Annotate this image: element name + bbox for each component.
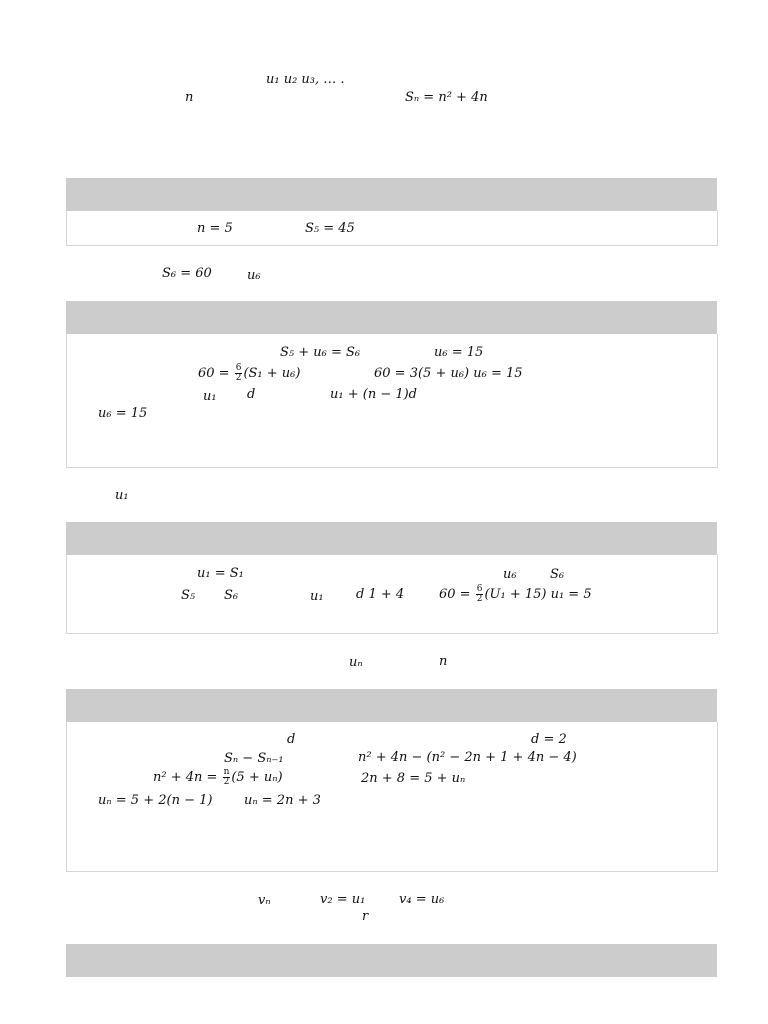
n-value: n = 5: [197, 221, 233, 236]
v4-equation: v₄ = u₆: [399, 892, 445, 907]
c-line2-equation: 60 = $\frac{6}{2}$ (U₁ + 15) u₁ = 5: [439, 584, 592, 604]
un-variable: uₙ: [349, 655, 363, 670]
answer-header-bar-d: [66, 689, 717, 722]
sum-formula: Sₙ = n² + 4n: [405, 90, 488, 105]
r-variable: r: [362, 909, 369, 924]
b-line2-left: 60 = $\frac{6}{2}$ (S₁ + u₆): [198, 363, 301, 383]
b-line1-right: u₆ = 15: [434, 345, 484, 360]
d-eq-left: n² + 4n = $\frac{n}{2}$ (5 + uₙ): [153, 767, 283, 787]
answer-header-bar-a: [66, 178, 717, 211]
d-eq-right: 2n + 8 = 5 + uₙ: [361, 771, 466, 786]
d-diff-left: Sₙ − Sₙ₋₁: [224, 751, 284, 766]
d-variable: d: [287, 732, 296, 747]
b-line2-right: 60 = 3(5 + u₆) u₆ = 15: [374, 366, 523, 381]
answer-header-bar-e: [66, 944, 717, 977]
fraction-6-2: $\frac{6}{2}$: [476, 584, 483, 604]
given-s6: S₆ = 60: [162, 266, 212, 281]
answer-header-bar-b: [66, 301, 717, 334]
b-line4: u₆ = 15: [98, 406, 148, 421]
sequence-terms: u₁ u₂ u₃, … .: [266, 72, 345, 87]
fraction-6-2: $\frac{6}{2}$: [235, 363, 242, 383]
b-line3-expr: u₁ + (n − 1)d: [330, 387, 418, 402]
d-line-un: uₙ = 5 + 2(n − 1): [98, 793, 213, 808]
d-value: d = 2: [531, 732, 567, 747]
c-line1-u6: u₆: [503, 567, 517, 582]
v2-equation: v₂ = u₁: [320, 892, 366, 907]
c-line1-left: u₁ = S₁: [197, 566, 244, 581]
answer-header-bar-c: [66, 522, 717, 555]
n-variable-d: n: [439, 654, 448, 669]
u1-variable: u₁: [115, 488, 129, 503]
b-line3-d: d: [247, 387, 256, 402]
c-line2-d: d 1 + 4: [356, 587, 405, 602]
c-line1-s6: S₆: [550, 567, 565, 582]
c-line2-s6: S₆: [224, 588, 239, 603]
d-line-un2: uₙ = 2n + 3: [244, 793, 321, 808]
fraction-n-2: $\frac{n}{2}$: [223, 767, 230, 787]
u6-variable: u₆: [247, 268, 261, 283]
c-line2-s5: S₅: [181, 588, 196, 603]
b-line1-left: S₅ + u₆ = S₆: [280, 345, 361, 360]
answer-box-a: [66, 211, 718, 246]
vn-variable: vₙ: [258, 893, 271, 908]
c-line2-u1: u₁: [310, 589, 324, 604]
n-variable: n: [185, 90, 194, 105]
b-line3-u1: u₁: [203, 389, 217, 404]
s5-value: S₅ = 45: [305, 221, 355, 236]
d-diff-right: n² + 4n − (n² − 2n + 1 + 4n − 4): [358, 750, 577, 765]
